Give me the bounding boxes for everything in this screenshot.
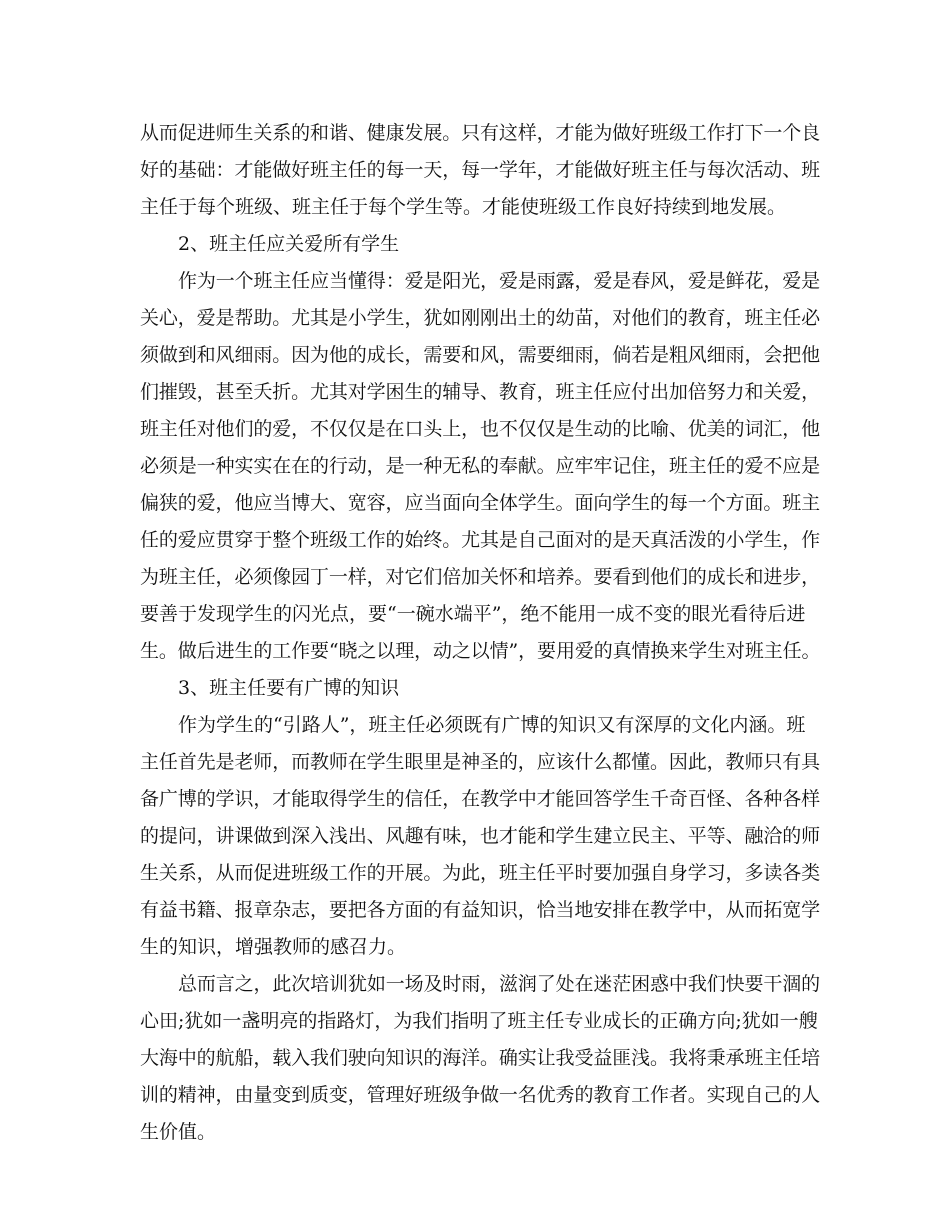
body-line: 须做到和风细雨。因为他的成长，需要和风，需要细雨，倘若是粗风细雨，会把他 (140, 344, 821, 366)
body-line: 生的知识，增强教师的感召力。 (140, 936, 407, 958)
body-line: 偏狭的爱，他应当博大、宽容，应当面向全体学生。面向学生的每一个方面。班主 (140, 492, 821, 514)
section-heading-2: 2、班主任应关爱所有学生 (178, 233, 400, 255)
body-line: 心田;犹如一盏明亮的指路灯，为我们指明了班主任专业成长的正确方向;犹如一艘 (140, 1010, 818, 1032)
body-line: 生价值。 (140, 1121, 217, 1143)
body-line: 好的基础：才能做好班主任的每一天，每一学年，才能做好班主任与每次活动、班 (140, 159, 821, 181)
body-line: 关心，爱是帮助。尤其是小学生，犹如刚刚出土的幼苗，对他们的教育，班主任必 (140, 307, 821, 329)
body-line: 大海中的航船，载入我们驶向知识的海洋。确实让我受益匪浅。我将秉承班主任培 (140, 1047, 821, 1069)
body-line: 为班主任，必须像园丁一样，对它们倍加关怀和培养。要看到他们的成长和进步， (140, 566, 821, 588)
document-body (140, 115, 820, 1151)
body-line: 要善于发现学生的闪光点，要“一碗水端平”，绝不能用一成不变的眼光看待后进 (140, 603, 806, 625)
body-line: 的提问，讲课做到深入浅出、风趣有味，也才能和学生建立民主、平等、融洽的师 (140, 825, 821, 847)
body-line: 必须是一种实实在在的行动，是一种无私的奉献。应牢牢记住，班主任的爱不应是 (140, 455, 821, 477)
body-line: 训的精神，由量变到质变，管理好班级争做一名优秀的教育工作者。实现自己的人 (140, 1084, 821, 1106)
body-line: 班主任对他们的爱，不仅仅是在口头上，也不仅仅是生动的比喻、优美的词汇，他 (140, 418, 821, 440)
body-line: 们摧毁，甚至夭折。尤其对学困生的辅导、教育，班主任应付出加倍努力和关爱， (140, 381, 821, 403)
paragraph-first-line: 作为学生的“引路人”，班主任必须既有广博的知识又有深厚的文化内涵。班 (178, 714, 806, 736)
body-line: 备广博的学识，才能取得学生的信任，在教学中才能回答学生千奇百怪、各种各样 (140, 788, 821, 810)
paragraph-first-line: 作为一个班主任应当懂得：爱是阳光，爱是雨露，爱是春风，爱是鲜花，爱是 (178, 270, 820, 292)
body-line: 生关系，从而促进班级工作的开展。为此，班主任平时要加强自身学习，多读各类 (140, 862, 821, 884)
paragraph-first-line: 总而言之，此次培训犹如一场及时雨，滋润了处在迷茫困惑中我们快要干涸的 (178, 973, 820, 995)
body-line: 有益书籍、报章杂志，要把各方面的有益知识，恰当地安排在教学中，从而拓宽学 (140, 899, 821, 921)
body-line: 生。做后进生的工作要“晓之以理，动之以情”，要用爱的真情换来学生对班主任。 (140, 640, 821, 662)
body-line: 主任首先是老师，而教师在学生眼里是神圣的，应该什么都懂。因此，教师只有具 (140, 751, 821, 773)
section-heading-3: 3、班主任要有广博的知识 (178, 677, 400, 699)
body-line: 任的爱应贯穿于整个班级工作的始终。尤其是自己面对的是天真活泼的小学生，作 (140, 529, 821, 551)
body-line: 从而促进师生关系的和谐、健康发展。只有这样，才能为做好班级工作打下一个良 (140, 122, 821, 144)
body-line: 主任于每个班级、班主任于每个学生等。才能使班级工作良好持续到地发展。 (140, 196, 787, 218)
